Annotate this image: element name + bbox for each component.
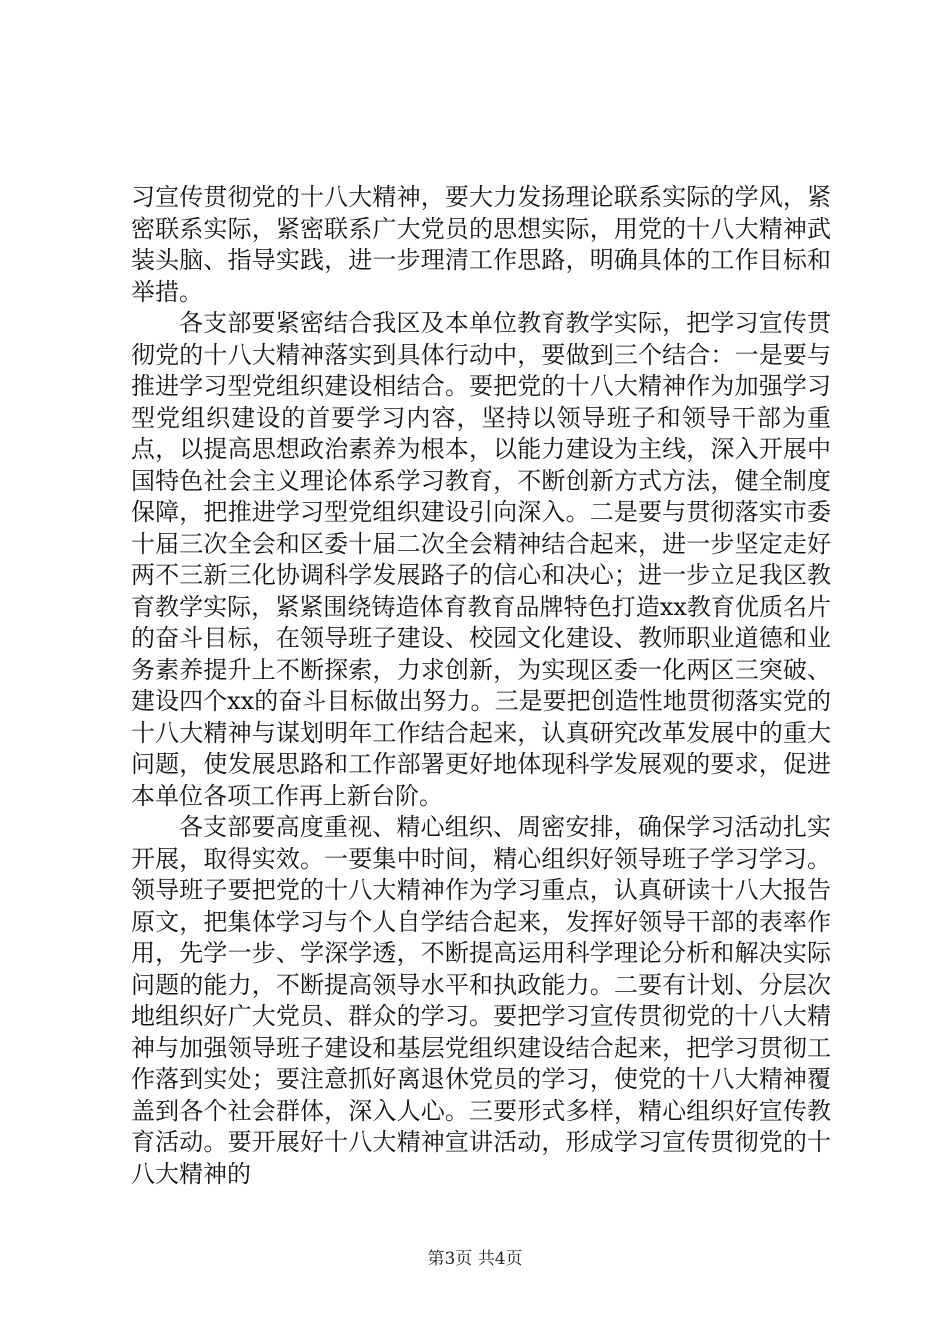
document-body — [131, 182, 831, 1190]
paragraph-organize-study: 各支部要高度重视、精心组织、周密安排，确保学习活动扎实开展，取得实效。一要集中时间，精心组织好领导班子学习学习。领导班子要把党的十八大精神作为学习重点，认真研读十八大报告原文，把集体学习与个人自学结合起来，发挥好领导干部的表率作用，先学一步、学深学透，不断提高运用科学理论分析和解决实际问题的能力，不断提高领导水平和执政能力。二要有计划、分层次地组织好广大党员、群众的学习。要把学习宣传贯彻党的十八大精神与加强领导班子建设和基层党组织建设结合起来，把学习贯彻工作落到实处；要注意抓好离退休党员的学习，使党的十八大精神覆盖到各个社会群体，深入人心。三要形式多样，精心组织好宣传教育活动。要开展好十八大精神宣讲活动，形成学习宣传贯彻党的十八大精神的 — [131, 813, 831, 1188]
paragraph-continuation: 习宣传贯彻党的十八大精神，要大力发扬理论联系实际的学风，紧密联系实际，紧密联系广大党员的思想实际，用党的十八大精神武装头脑、指导实践，进一步理清工作思路，明确具体的工作目标和举措。 — [131, 183, 831, 306]
page-number-footer: 第3页 共4页 — [427, 1249, 523, 1269]
paragraph-three-combinations: 各支部要紧密结合我区及本单位教育教学实际，把学习宣传贯彻党的十八大精神落实到具体行动中，要做到三个结合：一是要与推进学习型党组织建设相结合。要把党的十八大精神作为加强学习型党组织建设的首要学习内容，坚持以领导班子和领导干部为重点，以提高思想政治素养为根本，以能力建设为主线，深入开展中国特色社会主义理论体系学习教育，不断创新方式方法，健全制度保障，把推进学习型党组织建设引向深入。二是要与贯彻落实市委十届三次全会和区委十届二次全会精神结合起来，进一步坚定走好两不三新三化协调科学发展路子的信心和决心；进一步立足我区教育教学实际，紧紧围绕铸造体育教育品牌特色打造xx教育优质名片的奋斗目标，在领导班子建设、校园文化建设、教师职业道德和业务素养提升上不断探索，力求创新，为实现区委一化两区三突破、建设四个xx的奋斗目标做出努力。三是要把创造性地贯彻落实党的十八大精神与谋划明年工作结合起来，认真研究改革发展中的重大问题，使发展思路和工作部署更好地体现科学发展观的要求，促进本单位各项工作再上新台阶。 — [131, 309, 831, 810]
